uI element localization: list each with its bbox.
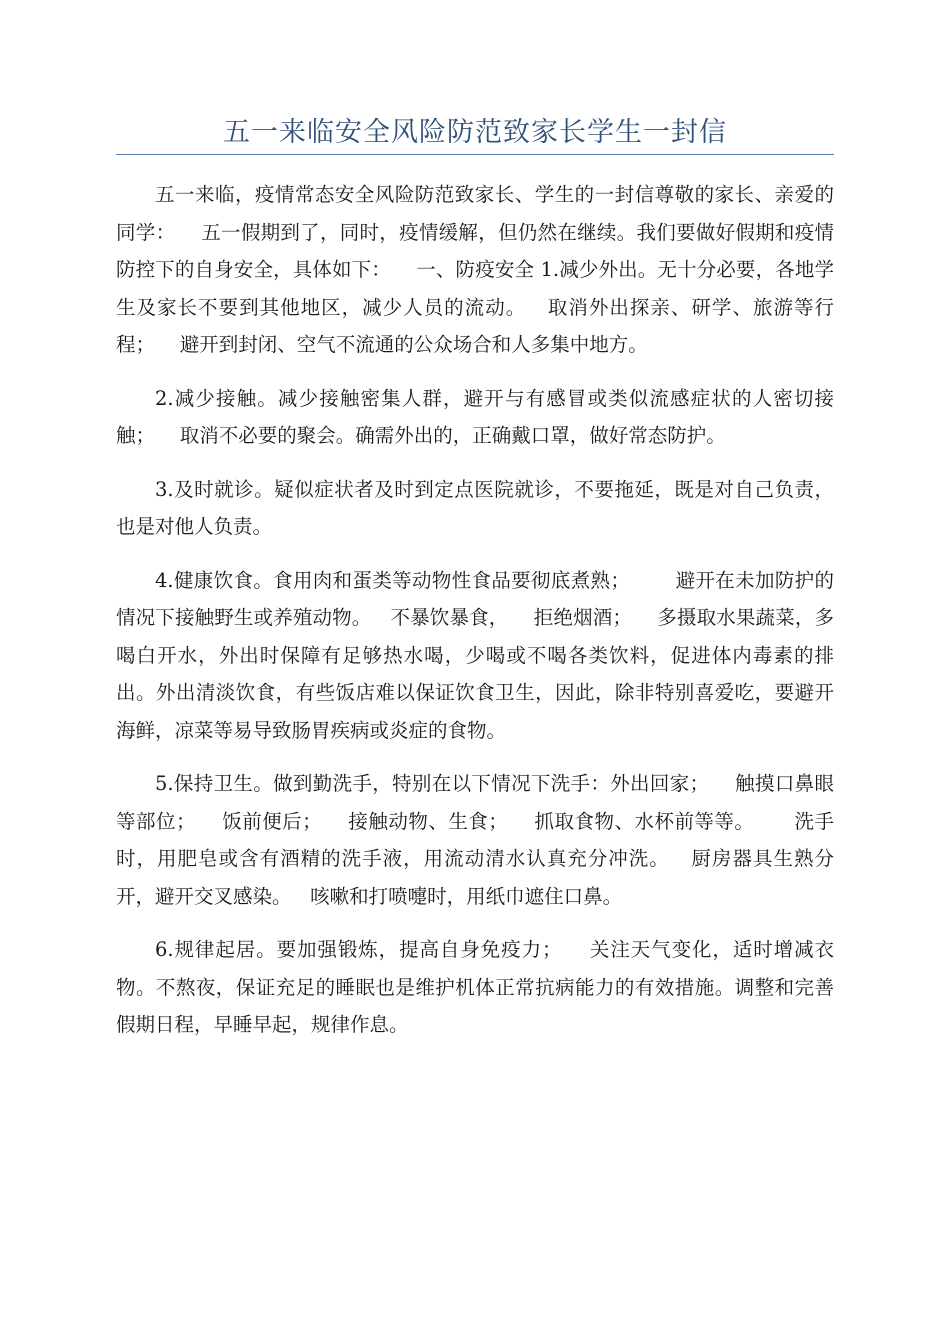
document-body <box>116 176 834 1060</box>
paragraph-hygiene: 5.保持卫生。做到勤洗手，特别在以下情况下洗手：外出回家； 触摸口鼻眼等部位； 饭前便后； 接触动物、生食； 抓取食物、水杯前等等。 洗手时，用肥皂或含有酒精的洗手液，用流动清水认真充分冲洗。 厨房器具生熟分开，避开交叉感染。 咳嗽和打喷嚏时，用纸巾遮住口鼻。 <box>116 772 834 908</box>
paragraph-healthy-diet: 4.健康饮食。食用肉和蛋类等动物性食品要彻底煮熟； 避开在未加防护的情况下接触野生或养殖动物。 不暴饮暴食， 拒绝烟酒； 多摄取水果蔬菜，多喝白开水，外出时保障有足够热水喝，少喝或不喝各类饮料，促进体内毒素的排出。外出清淡饮食，有些饭店难以保证饮食卫生，因此，除非特别喜爱吃，要避开海鲜，凉菜等易导致肠胃疾病或炎症的食物。 <box>116 568 834 742</box>
paragraph-intro: 五一来临，疫情常态安全风险防范致家长、学生的一封信尊敬的家长、亲爱的同学： 五一假期到了，同时，疫情缓解，但仍然在继续。我们要做好假期和疫情防控下的自身安全，具体如下： 一、防疫安全 1.减少外出。无十分必要，各地学生及家长不要到其他地区，减少人员的流动。 取消外出探亲、研学、旅游等行程； 避开到封闭、空气不流通的公众场合和人多集中地方。 <box>116 183 834 356</box>
document-title: 五一来临安全风险防范致家长学生一封信 <box>223 117 727 148</box>
paragraph-regular-routine: 6.规律起居。要加强锻炼，提高自身免疫力； 关注天气变化，适时增减衣物。不熬夜，保证充足的睡眠也是维护机体正常抗病能力的有效措施。调整和完善假期日程，早睡早起，规律作息。 <box>116 938 834 1036</box>
title-underline <box>116 154 834 155</box>
paragraph-seek-treatment: 3.及时就诊。疑似症状者及时到定点医院就诊，不要拖延，既是对自己负责，也是对他人负责。 <box>116 477 834 538</box>
paragraph-reduce-contact: 2.减少接触。减少接触密集人群，避开与有感冒或类似流感症状的人密切接触； 取消不必要的聚会。确需外出的，正确戴口罩，做好常态防护。 <box>116 386 834 447</box>
